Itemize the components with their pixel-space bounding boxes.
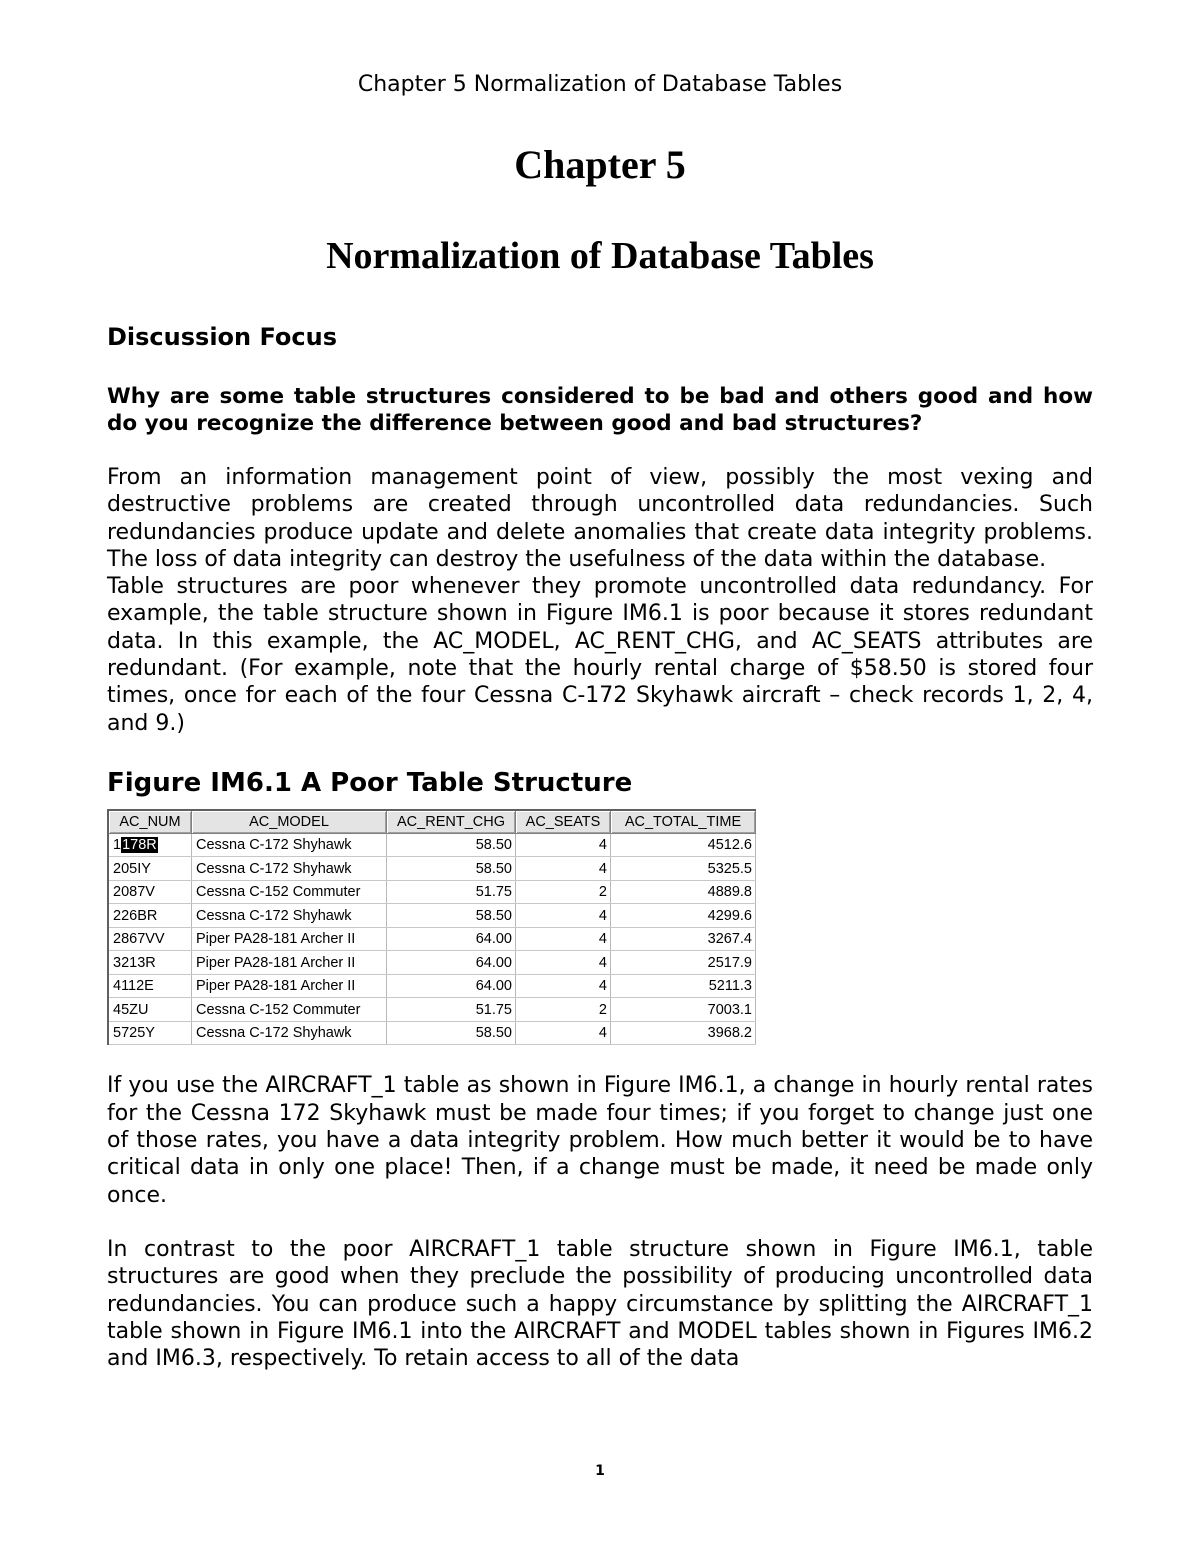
table-row: [108, 904, 756, 928]
paragraph-2: Table structures are poor whenever they promote uncontrolled data redundancy. For example, the table structure shown in Figure IM6.1 is poor because it stores redundant data. In this example, the AC_MODEL, AC_RENT_CHG, and AC_SEATS attributes are redundant. (For example, note that the hourly rental charge of $58.50 is stored four times, once for each of the four Cessna C-172 Skyhawk aircraft – check records 1, 2, 4, and 9.): [107, 574, 1093, 736]
cell-ac-rent-chg[interactable]: 51.75: [387, 998, 516, 1022]
cell-ac-total-time[interactable]: 2517.9: [611, 951, 756, 975]
cell-ac-num[interactable]: 226BR: [108, 904, 192, 928]
cell-ac-rent-chg[interactable]: 58.50: [387, 904, 516, 928]
cell-ac-model[interactable]: Cessna C-172 Shyhawk: [192, 833, 387, 857]
cell-ac-total-time[interactable]: 4889.8: [611, 880, 756, 904]
cell-ac-num[interactable]: 3213R: [108, 951, 192, 975]
chapter-title: Chapter 5: [514, 142, 686, 187]
table-row: [108, 833, 756, 857]
cell-ac-seats[interactable]: 4: [516, 833, 611, 857]
running-header: Chapter 5 Normalization of Database Tables: [357, 72, 843, 97]
section-heading: Discussion Focus: [107, 323, 337, 351]
cell-ac-num[interactable]: 5725Y: [108, 1021, 192, 1045]
cell-ac-total-time[interactable]: 5211.3: [611, 974, 756, 998]
cell-ac-seats[interactable]: 4: [516, 904, 611, 928]
cell-ac-total-time[interactable]: 5325.5: [611, 857, 756, 881]
cell-ac-num[interactable]: 4112E: [108, 974, 192, 998]
cell-ac-model[interactable]: Cessna C-172 Shyhawk: [192, 1021, 387, 1045]
cell-ac-model[interactable]: Cessna C-152 Commuter: [192, 998, 387, 1022]
cell-ac-seats[interactable]: 2: [516, 998, 611, 1022]
cell-ac-num-prefix: 1: [113, 837, 122, 854]
cell-ac-model[interactable]: Piper PA28-181 Archer II: [192, 951, 387, 975]
cell-ac-model[interactable]: Piper PA28-181 Archer II: [192, 974, 387, 998]
main-content: [107, 320, 1093, 1372]
cell-ac-rent-chg[interactable]: 58.50: [387, 1021, 516, 1045]
column-header-ac-rent-chg: AC_RENT_CHG: [387, 810, 516, 834]
cell-ac-total-time[interactable]: 3267.4: [611, 927, 756, 951]
chapter-subtitle: Normalization of Database Tables: [326, 235, 874, 277]
paragraph-1: From an information management point of view, possibly the most vexing and destructive problems are created through uncontrolled data redundancies. Such redundancies produce update and delete anomalies that create data integrity problems. The loss of data integrity can destroy the usefulness of the data within the database.: [107, 465, 1093, 572]
cell-ac-rent-chg[interactable]: 64.00: [387, 974, 516, 998]
paragraph-3: If you use the AIRCRAFT_1 table as shown in Figure IM6.1, a change in hourly rental rates for the Cessna 172 Skyhawk must be made four times; if you forget to change just one of those rates, you have a data integrity problem. How much better it would be to have critical data in only one place! Then, if a change must be made, it need be made only once.: [107, 1073, 1093, 1208]
cell-ac-seats[interactable]: 2: [516, 880, 611, 904]
paragraph-4: In contrast to the poor AIRCRAFT_1 table structure shown in Figure IM6.1, table structures are good when they preclude the possibility of producing uncontrolled data redundancies. You can produce such a happy circumstance by splitting the AIRCRAFT_1 table shown in Figure IM6.1 into the AIRCRAFT and MODEL tables shown in Figures IM6.2 and IM6.3, respectively. To retain access to all of the data: [107, 1236, 1093, 1372]
figure-heading: Figure IM6.1 A Poor Table Structure: [107, 767, 633, 798]
cell-ac-model[interactable]: Cessna C-172 Shyhawk: [192, 904, 387, 928]
cell-ac-rent-chg[interactable]: 58.50: [387, 857, 516, 881]
cell-ac-rent-chg[interactable]: 64.00: [387, 951, 516, 975]
cell-ac-model[interactable]: Cessna C-172 Shyhawk: [192, 857, 387, 881]
cell-ac-num[interactable]: [108, 833, 192, 857]
discussion-question: Why are some table structures considered to be bad and others good and how do you recognize the difference between good and bad structures?: [107, 384, 1093, 436]
cell-ac-seats[interactable]: 4: [516, 974, 611, 998]
cell-ac-model[interactable]: Cessna C-152 Commuter: [192, 880, 387, 904]
selected-text: 178R: [122, 837, 157, 854]
column-header-ac-num: AC_NUM: [108, 810, 192, 834]
table-row: [108, 998, 756, 1022]
cell-ac-num[interactable]: 205IY: [108, 857, 192, 881]
cell-ac-num[interactable]: 2087V: [108, 880, 192, 904]
cell-ac-rent-chg[interactable]: 64.00: [387, 927, 516, 951]
page-number: 1: [595, 1463, 605, 1479]
cell-ac-model[interactable]: Piper PA28-181 Archer II: [192, 927, 387, 951]
table-header-row: [108, 810, 756, 834]
column-header-ac-model: AC_MODEL: [192, 810, 387, 834]
column-header-ac-seats: AC_SEATS: [516, 810, 611, 834]
cell-ac-num[interactable]: 2867VV: [108, 927, 192, 951]
table-row: [108, 951, 756, 975]
cell-ac-seats[interactable]: 4: [516, 951, 611, 975]
table-row: [108, 974, 756, 998]
cell-ac-seats[interactable]: 4: [516, 1021, 611, 1045]
table-row: [108, 1021, 756, 1045]
cell-ac-rent-chg[interactable]: 58.50: [387, 833, 516, 857]
cell-ac-rent-chg[interactable]: 51.75: [387, 880, 516, 904]
cell-ac-seats[interactable]: 4: [516, 857, 611, 881]
table-row: [108, 927, 756, 951]
cell-ac-total-time[interactable]: 7003.1: [611, 998, 756, 1022]
cell-ac-total-time[interactable]: 4512.6: [611, 833, 756, 857]
cell-ac-seats[interactable]: 4: [516, 927, 611, 951]
table-row: [108, 880, 756, 904]
column-header-ac-total-time: AC_TOTAL_TIME: [611, 810, 756, 834]
cell-ac-total-time[interactable]: 4299.6: [611, 904, 756, 928]
aircraft-table: [107, 809, 756, 1046]
cell-ac-num[interactable]: 45ZU: [108, 998, 192, 1022]
cell-ac-total-time[interactable]: 3968.2: [611, 1021, 756, 1045]
table-row: [108, 857, 756, 881]
